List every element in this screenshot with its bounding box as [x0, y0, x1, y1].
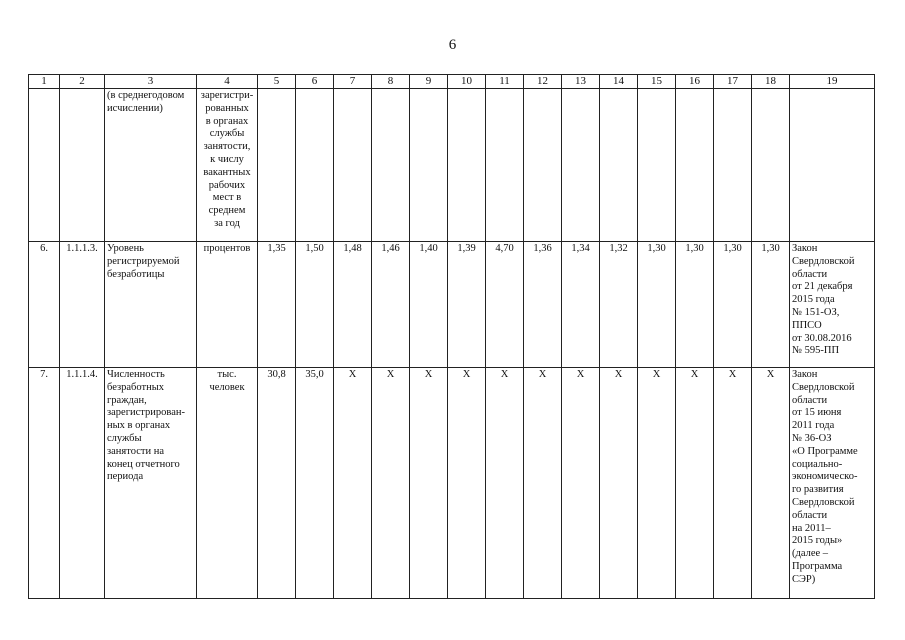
- row-code-cell: 1.1.1.4.: [60, 368, 105, 599]
- header-cell: 13: [562, 75, 600, 89]
- header-cell: 10: [448, 75, 486, 89]
- value-cell: [752, 89, 790, 242]
- indicator-name-cell: Уровень регистрируемой безработицы: [105, 242, 197, 368]
- header-cell: 5: [258, 75, 296, 89]
- value-cell: [486, 89, 524, 242]
- header-cell: 17: [714, 75, 752, 89]
- value-cell: 1,35: [258, 242, 296, 368]
- value-cell: [638, 89, 676, 242]
- value-cell: [676, 89, 714, 242]
- header-cell: 7: [334, 75, 372, 89]
- value-cell: 1,48: [334, 242, 372, 368]
- indicator-name-cell: Численность безработных граждан, зарегистрирован- ных в органах службы занятости на конец отчетного периода: [105, 368, 197, 599]
- header-cell: 6: [296, 75, 334, 89]
- value-cell: 1,34: [562, 242, 600, 368]
- value-cell: X: [410, 368, 448, 599]
- value-cell: 4,70: [486, 242, 524, 368]
- header-cell: 9: [410, 75, 448, 89]
- page-number: 6: [448, 37, 457, 53]
- row-code-cell: [60, 89, 105, 242]
- row-number-cell: 6.: [29, 242, 60, 368]
- unit-cell: зарегистри- рованных в органах службы занятости, к числу вакантных рабочих мест в среднем за год: [197, 89, 258, 242]
- value-cell: 1,30: [638, 242, 676, 368]
- source-cell: Закон Свердловской области от 21 декабря 2015 года № 151-ОЗ, ППСО от 30.08.2016 № 595-ПП: [790, 242, 875, 368]
- indicator-name-cell: (в среднегодовом исчислении): [105, 89, 197, 242]
- value-cell: X: [714, 368, 752, 599]
- value-cell: [372, 89, 410, 242]
- value-cell: [562, 89, 600, 242]
- header-cell: 15: [638, 75, 676, 89]
- value-cell: [410, 89, 448, 242]
- value-cell: 1,36: [524, 242, 562, 368]
- value-cell: X: [752, 368, 790, 599]
- value-cell: 30,8: [258, 368, 296, 599]
- value-cell: X: [676, 368, 714, 599]
- value-cell: 1,30: [752, 242, 790, 368]
- header-cell: 4: [197, 75, 258, 89]
- header-cell: 16: [676, 75, 714, 89]
- value-cell: X: [562, 368, 600, 599]
- header-cell: 2: [60, 75, 105, 89]
- value-cell: X: [372, 368, 410, 599]
- header-cell: 18: [752, 75, 790, 89]
- source-cell: [790, 89, 875, 242]
- header-cell: 1: [29, 75, 60, 89]
- unit-cell: тыс. человек: [197, 368, 258, 599]
- value-cell: X: [334, 368, 372, 599]
- unit-cell: процентов: [197, 242, 258, 368]
- value-cell: [334, 89, 372, 242]
- value-cell: 1,30: [676, 242, 714, 368]
- row-code-cell: 1.1.1.3.: [60, 242, 105, 368]
- value-cell: [714, 89, 752, 242]
- value-cell: [524, 89, 562, 242]
- table-row-continuation: [29, 89, 875, 242]
- header-cell: 12: [524, 75, 562, 89]
- value-cell: [296, 89, 334, 242]
- table-row: [29, 242, 875, 368]
- table-row: [29, 368, 875, 599]
- value-cell: X: [486, 368, 524, 599]
- table-header-row: [29, 75, 875, 89]
- value-cell: 1,40: [410, 242, 448, 368]
- value-cell: [448, 89, 486, 242]
- source-cell: Закон Свердловской области от 15 июня 2011 года № 36-ОЗ «О Программе социально- экономическо- го развития Свердловской области на 2011– 2015 годы» (далее – Программа СЭР): [790, 368, 875, 599]
- header-cell: 14: [600, 75, 638, 89]
- value-cell: 1,50: [296, 242, 334, 368]
- value-cell: X: [524, 368, 562, 599]
- value-cell: X: [600, 368, 638, 599]
- value-cell: 35,0: [296, 368, 334, 599]
- value-cell: X: [638, 368, 676, 599]
- header-cell: 19: [790, 75, 875, 89]
- value-cell: 1,30: [714, 242, 752, 368]
- value-cell: 1,32: [600, 242, 638, 368]
- header-cell: 3: [105, 75, 197, 89]
- value-cell: X: [448, 368, 486, 599]
- value-cell: [600, 89, 638, 242]
- row-number-cell: 7.: [29, 368, 60, 599]
- value-cell: [258, 89, 296, 242]
- header-cell: 8: [372, 75, 410, 89]
- value-cell: 1,39: [448, 242, 486, 368]
- indicators-table: [28, 74, 875, 599]
- value-cell: 1,46: [372, 242, 410, 368]
- header-cell: 11: [486, 75, 524, 89]
- row-number-cell: [29, 89, 60, 242]
